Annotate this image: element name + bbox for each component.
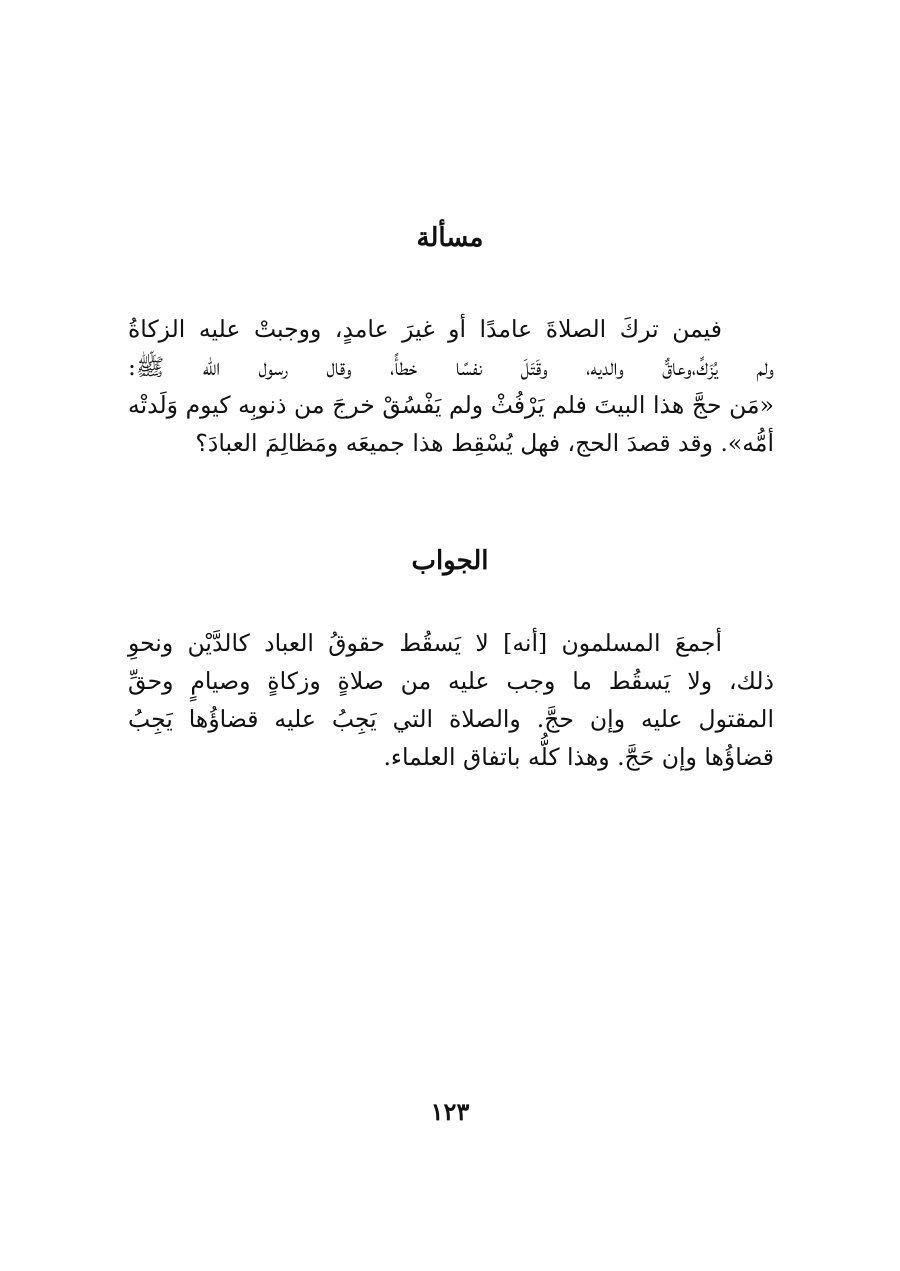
answer-paragraph [128, 624, 774, 776]
question-line: «مَن حجَّ هذا البيتَ فلم يَرْفُثْ ولم يَفْسُقْ خرجَ من ذنوبِه كيوم وَلَدتْه [128, 391, 774, 419]
question-paragraph [128, 310, 774, 462]
page-number: ١٢٣ [430, 1097, 470, 1126]
question-line: ولم يُزَكِّ،وعاقٌّ والديه، وقَتَلَ نفسًا خطأً، وقال رسول الله ﷺ: [128, 353, 774, 381]
answer-line: قضاؤُها وإن حَجَّ. وهذا كلُّه باتفاق العلماء. [383, 743, 774, 771]
question-line: أمُّه». وقد قصدَ الحج، فهل يُسْقِط هذا جميعَه ومَظالِمَ العبادَ؟ [195, 429, 774, 457]
question-line: فيمن تركَ الصلاةَ عامدًا أو غيرَ عامدٍ، ووجبتْ عليه الزكاةُ [128, 315, 722, 343]
answer-heading: الجواب [411, 546, 489, 576]
answer-line: أجمعَ المسلمون [أنه] لا يَسقُط حقوقُ العباد كالدَّيْن ونحوِ [128, 629, 722, 657]
answer-line: المقتول عليه وإن حجَّ. والصلاة التي يَجِبُ عليه قضاؤُها يَجِبُ [128, 705, 774, 733]
question-heading: مسألة [416, 223, 484, 253]
answer-line: ذلك، ولا يَسقُط ما وجب عليه من صلاةٍ وزكاةٍ وصيامٍ وحقِّ [128, 667, 774, 695]
